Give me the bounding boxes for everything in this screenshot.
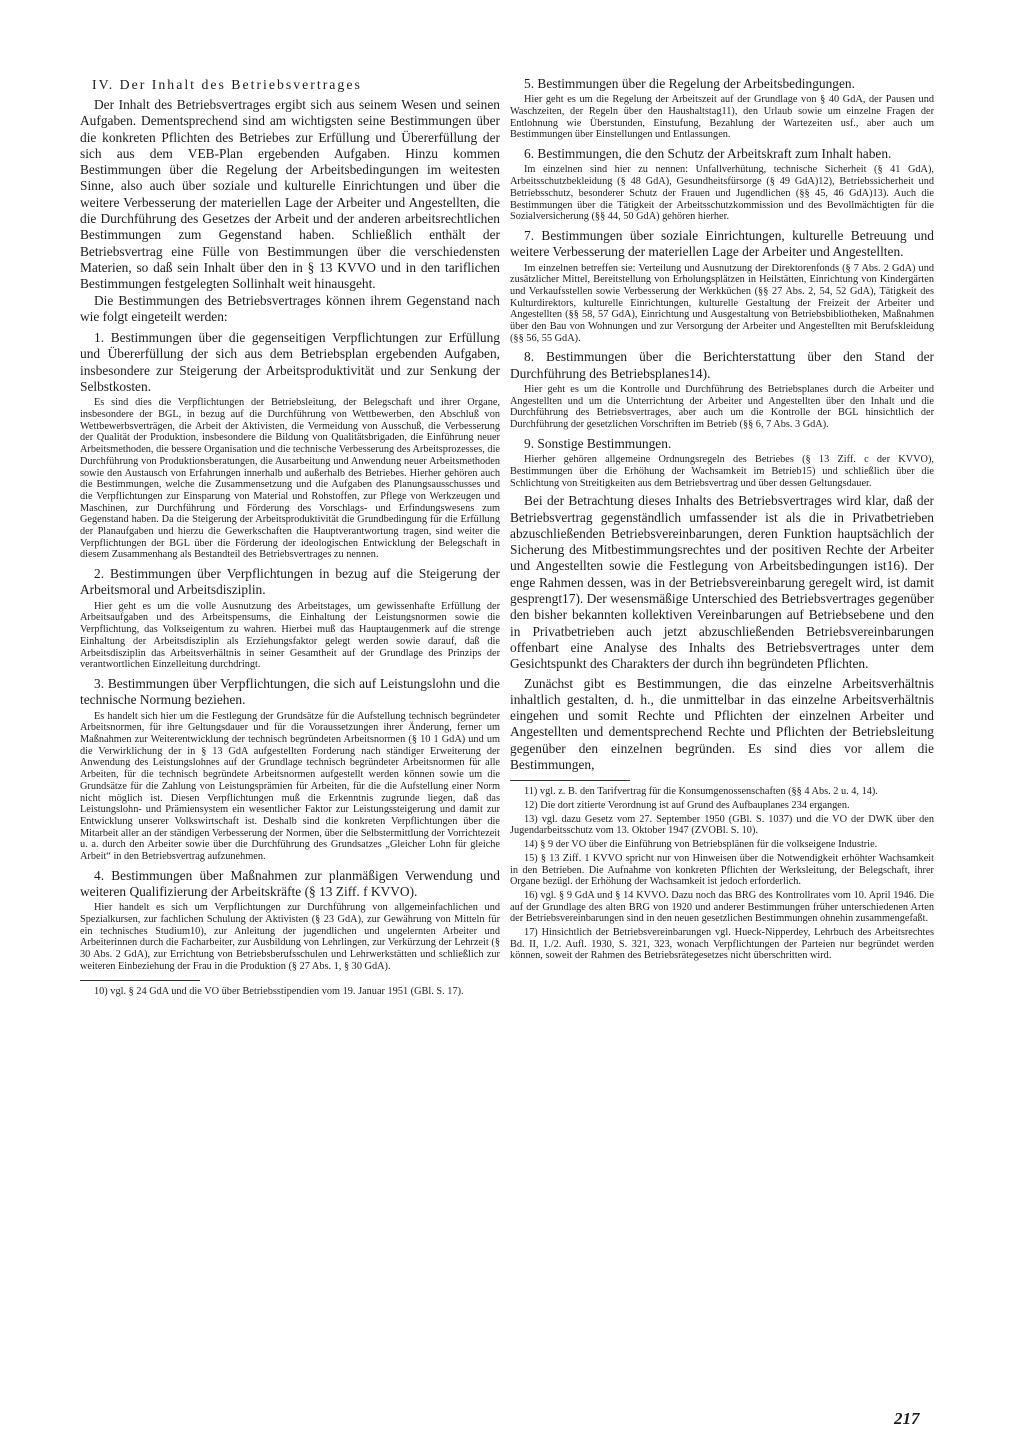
rights-paragraph: Zunächst gibt es Bestimmungen, die das einzelne Arbeitsverhältnis inhaltlich gestalten, d. h., die unmittelbar in das einzelne Arbeitsverhältnis eingehen und somit Rechte und Pflichten der einzelnen Arbeiter und Angestellten und dementsprechend Rechte und Pflichten der Betriebsleitung gegenüber den einzelnen begründen. Es sind dies vor allem die Bestimmungen, xyxy=(510,675,934,772)
footnote-divider-right xyxy=(510,780,630,781)
item-4-heading: 4. Bestimmungen über Maßnahmen zur planmäßigen Verwendung und weiteren Qualifizierung der Arbeitskräfte (§ 13 Ziff. f KVVO). xyxy=(80,867,500,900)
item-4-body: Hier handelt es sich um Verpflichtungen zur Durchführung von allgemeinfachlichen und Spezialkursen, zur fachlichen Schulung der Aktivisten (§ 23 GdA), zur Gewährung von Mitteln für ein technisches Studium10), zur Anleitung der jugendlichen und ungelernten Arbeiter und Arbeiterinnen durch die Facharbeiter, zur Ausbildung von Lehrlingen, zur Verkürzung der Lehrzeit (§ 30 Abs. 2 GdA), zur Errichtung von Betriebsberufsschulen und Lehrwerkstätten und schließlich zur weiteren Einbeziehung der Frau in die Produktion (§ 27 Abs. 1, § 30 GdA). xyxy=(80,902,500,972)
footnote-divider-left xyxy=(80,980,200,981)
footnote-16: 16) vgl. § 9 GdA und § 14 KVVO. Dazu noch das BRG des Kontrollrates vom 10. April 1946. Die auf der Grundlage des alten BRG von 1920 und anderer Bestimmungen früher unterschiedenen Arten der Betriebsvereinbarungen sind in den neuen gesetzlichen Bestimmungen ohnehin zusammengefaßt. xyxy=(510,889,934,925)
item-5-heading: 5. Bestimmungen über die Regelung der Arbeitsbedingungen. xyxy=(524,76,855,91)
item-9-heading: 9. Sonstige Bestimmungen. xyxy=(524,435,672,451)
item-2-body: Hier geht es um die volle Ausnutzung des Arbeitstages, um gewissenhafte Erfüllung der Arbeitsaufgaben und des Arbeitspensums, die Einhaltung der Leistungsnormen sowie die Verpflichtung, das Volkseigentum zu wahren. Hierbei muß das Hauptaugenmerk auf die strenge Einhaltung der Arbeitsdisziplin als Erziehungsfaktor gelegt werden sowie darauf, daß die Arbeitsdisziplin das Arbeitsverhältnis in seiner Gesamtheit auf der Grundlage des Prinzips der verantwortlichen Einzelleitung durchdringt. xyxy=(80,600,500,671)
footnote-10: 10) vgl. § 24 GdA und die VO über Betriebsstipendien vom 19. Januar 1951 (GBl. S. 17). xyxy=(94,985,464,997)
page-number: 217 xyxy=(894,1409,920,1428)
item-8-heading: 8. Bestimmungen über die Berichterstattung über den Stand der Durchführung des Betriebsplanes14). xyxy=(510,349,934,381)
item-6-heading: 6. Bestimmungen, die den Schutz der Arbeitskraft zum Inhalt haben. xyxy=(524,146,892,162)
section-heading: IV. Der Inhalt des Betriebsvertrages xyxy=(92,77,362,92)
item-6-body: Im einzelnen sind hier zu nennen: Unfallverhütung, technische Sicherheit (§ 41 GdA), Arbeitsschutzbekleidung (§ 48 GdA), Gesundheitsfürsorge (§ 49 GdA)12), Betriebssicherheit und Betriebsschutz, besonderer Schutz der Frauen und Jugendlichen (§§ 45, 46 GdA)13). Auch die Bestimmungen über die Tätigkeit der Arbeitsschutzkommission und des Bevollmächtigten für die Sozialversicherung (§§ 44, 50 GdA) gehören hierher. xyxy=(510,164,934,223)
footnote-13: 13) vgl. dazu Gesetz vom 27. September 1950 (GBl. S. 1037) und die VO der DWK über den Jugendarbeitsschutz vom 13. Oktober 1947 (ZVOBl. S. 10). xyxy=(510,813,934,837)
footnote-12: 12) Die dort zitierte Verordnung ist auf Grund des Aufbauplanes 234 ergangen. xyxy=(524,800,850,811)
item-3-heading: 3. Bestimmungen über Verpflichtungen, die sich auf Leistungslohn und die technische Normung beziehen. xyxy=(80,676,500,708)
classification-paragraph: Die Bestimmungen des Betriebsvertrages können ihrem Gegenstand nach wie folgt eingeteilt werden: xyxy=(80,292,500,324)
item-7-heading: 7. Bestimmungen über soziale Einrichtungen, kulturelle Betreuung und weitere Verbesserung der materiellen Lage der Arbeiter und Angestellten. xyxy=(510,227,934,260)
item-1-heading: 1. Bestimmungen über die gegenseitigen Verpflichtungen zur Erfüllung und Übererfüllung der sich aus dem Betriebsplan ergebenden Aufgaben, insbesondere zur Steigerung der Arbeitsproduktivität und zur Senkung der Selbstkosten. xyxy=(80,330,500,395)
intro-paragraph: Der Inhalt des Betriebsvertrages ergibt sich aus seinem Wesen und seinen Aufgaben. Dementsprechend sind am wichtigsten seine Bestimmungen über die konkreten Pflichten des Betriebes zur Erfüllung und Übererfüllung der sich aus dem VEB-Plan ergebenden Aufgaben. Hinzu kommen Bestimmungen über die Regelung der Arbeitsbedingungen im weitesten Sinne, also auch über soziale und kulturelle Einrichtungen und über die weitere Verbesserung der materiellen Lage der Arbeiter und Angestellten, die die Durchführung des Gesetzes der Arbeit und der anderen arbeitsrechtlichen Bestimmungen zum Gegenstand haben. Schließlich enthält der Betriebsvertrag eine Fülle von Bestimmungen über die verschiedensten Materien, so daß sein Inhalt über den in § 13 KVVO und in den tariflichen Bestimmungen festgelegten Sollinhalt weit hinausgeht. xyxy=(80,97,500,292)
item-7-body: Im einzelnen betreffen sie: Verteilung und Ausnutzung der Direktorenfonds (§ 7 Abs. 2 GdA) und zusätzlicher Mittel, Bereitstellung von Erholungsplätzen in Heilstätten, Einrichtung von Kindergärten und Verkaufsstellen sowie Verbesserung der Werkküchen (§§ 27 Abs. 2, 54, 52 GdA), Tätigkeit des Kulturdirektors, kulturelle Einrichtungen, kulturelle Gestaltung der Freizeit der Arbeiter und Angestellten (§§ 58, 57 GdA), Einrichtung und Ausgestaltung von Betriebsbibliotheken, Maßnahmen über den Bau von Wohnungen und zur Versorgung der Arbeiter und Angestellten mit Berufskleidung (§§ 56, 55 GdA). xyxy=(510,262,934,344)
analysis-paragraph: Bei der Betrachtung dieses Inhalts des Betriebsvertrages wird klar, daß der Betriebsvertrag gegenständlich umfassender ist als die in Privatbetrieben abzuschließenden Betriebsvereinbarungen, deren Funktion hauptsächlich der Sicherung des Mitbestimmungsrechtes und der positiven Rechte der Arbeiter und Angestellten sowie die Festlegung von Arbeitsbedingungen ist16). Der enge Rahmen dessen, was in der Betriebsvereinbarung geregelt wird, ist damit gesprengt17). Der wesensmäßige Unterschied des Betriebsvertrages gegenüber den bisher bekannten kollektiven Vereinbarungen auf Betriebsebene und den in Privatbetrieben auch jetzt abzuschließenden Betriebsvereinbarungen offenbart eine Analyse des Inhalts des Betriebsvertrages unter dem Gesichtspunkt des Charakters der durch ihn begründeten Pflichten. xyxy=(510,493,934,672)
item-5-body: Hier geht es um die Regelung der Arbeitszeit auf der Grundlage von § 40 GdA, der Pausen und Waschzeiten, der Regeln über den Haushaltstag11), den Urlaub sowie um einzelne Fragen der Entlohnung wie Überstunden, Einstufung, Bezahlung der Wartezeiten usf., aber auch um Bestimmungen über Einstellungen und Entlassungen. xyxy=(510,94,934,141)
item-9-body: Hierher gehören allgemeine Ordnungsregeln des Betriebes (§ 13 Ziff. c der KVVO), Bestimmungen über die Erhöhung der Wachsamkeit im Betrieb15) und schließlich über die Schlichtung von Streitigkeiten aus dem Betriebsvertrag und über dessen Geltungsdauer. xyxy=(510,454,934,489)
footnote-17: 17) Hinsichtlich der Betriebsvereinbarungen vgl. Hueck-Nipperdey, Lehrbuch des Arbeitsrechtes Bd. II, 1./2. Aufl. 1930, S. 321, 323, wonach Verpflichtungen der Parteien nur begründet werden können, soweit der Rahmen des Betriebsrätegesetzes nicht überschritten wird. xyxy=(510,927,934,962)
item-2-heading: 2. Bestimmungen über Verpflichtungen in bezug auf die Steigerung der Arbeitsmoral und Arbeitsdisziplin. xyxy=(80,566,500,598)
item-3-body: Es handelt sich hier um die Festlegung der Grundsätze für die Aufstellung technisch begründeter Arbeitsnormen, für ihre Geltungsdauer und für die Voraussetzungen ihrer Änderung, ferner um Maßnahmen zur Weiterentwicklung der technisch begründeten Arbeitsnormen (§ 10 1 GdA) und um die Verwirklichung der in § 13 GdA aufgestellten Forderung nach ständiger Erweiterung der Anwendung des Leistungslohnes auf der Grundlage technisch begründeter Arbeitsnormen für alle Arbeiten, für die technisch begründete Arbeitsnormen aufgestellt werden können sowie um die Grundsätze für die Zahlung von Leistungsprämien für Arbeiten, für die die Aufstellung einer Norm nicht möglich ist. Diesen Verpflichtungen muß die Erkenntnis zugrunde liegen, daß das Leistungslohn- und Prämiensystem ein wesentlicher Faktor zur Leistungssteigerung und damit zur Entwicklung unserer Volkswirtschaft ist. Deshalb sind die konkreten Verpflichtungen über die Mitarbeit aller an der ständigen Verbesserung der Normen, über die Selbstermittlung der Vorrichtezeit u. a. durch den Arbeiter sowie über die Durchführung des Grundsatzes „Gleicher Lohn für gleiche Arbeit“ in den Betriebsvertrag aufzunehmen. xyxy=(80,710,500,863)
footnote-15: 15) § 13 Ziff. 1 KVVO spricht nur von Hinweisen über die Notwendigkeit erhöhter Wachsamkeit in den Betrieben. Die Aufnahme von konkreten Pflichten der Werksleitung, der Belegschaft, ihrer Organe bezügl. der Erhöhung der Wachsamkeit ist jedoch erforderlich. xyxy=(510,852,934,888)
item-8-body: Hier geht es um die Kontrolle und Durchführung des Betriebsplanes durch die Arbeiter und Angestellten und um die Unterrichtung der Arbeiter und Angestellten über den Inhalt und die Durchführung des Betriebsvertrages, aber auch um die Kontrolle der BGL hinsichtlich der Durchführung der gesetzlichen Vorschriften im Betrieb (§§ 6, 7 Abs. 3 GdA). xyxy=(510,384,934,431)
footnote-14: 14) § 9 der VO über die Einführung von Betriebsplänen für die volkseigene Industrie. xyxy=(524,839,878,851)
footnote-11: 11) vgl. z. B. den Tarifvertrag für die Konsumgenossenschaften (§§ 4 Abs. 2 u. 4, 14). xyxy=(524,786,878,798)
item-1-body: Es sind dies die Verpflichtungen der Betriebsleitung, der Belegschaft und ihrer Organe, insbesondere der BGL, in bezug auf die Durchführung von Wettbewerben, den Abschluß von Wettbewerbsverträgen, die Arbeit der Aktivisten, die Vermeidung von Ausschuß, die Verbesserung der Qualität der Produktion, insbesondere die Bildung von Qualitätsbrigaden, die Einführung neuer Arbeitsmethoden, die bessere Organisation und die technische Verbesserung des Arbeitsprozesses, die Durchführung von Produktionsberatungen, die Ausarbeitung und Anwendung neuer Arbeitsmethoden sowie den Austausch von Erfahrungen innerhalb und außerhalb des Betriebes. Hierher gehören auch die Bestimmungen, welche die Zusammensetzung und die Aufgaben des Planungsausschusses und die Verpflichtungen zur Einsparung von Material und Rohstoffen, zur Pflege von Werkzeugen und Maschinen, zur Durchführung und Förderung des Vorschlags- und Erfindungswesens zum Gegenstand haben. Da die Steigerung der Arbeitsproduktivität die Grundbedingung für die Erfüllung der Planaufgaben und hierzu die Gewerkschaften die Hauptverantwortung tragen, sind weiter die Verpflichtungen der BGL über die Förderung der ideologischen Entwicklung der Belegschaft in diesem Zusammenhang als Bestandteil des Betriebsvertrages zu nennen. xyxy=(80,397,500,561)
right-column xyxy=(510,76,934,964)
left-column xyxy=(80,76,500,999)
